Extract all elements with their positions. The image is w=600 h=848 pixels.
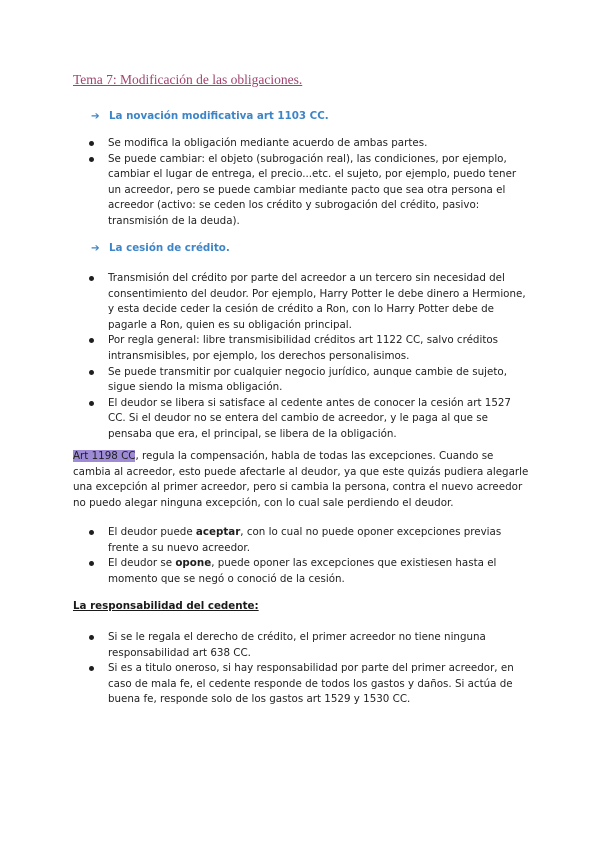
bullet-icon <box>89 666 94 671</box>
section-heading-text: La cesión de crédito. <box>109 242 230 254</box>
list-item <box>89 525 529 556</box>
bullet-icon <box>89 157 94 162</box>
list-item-text: , con lo cual no puede oponer excepciones previas frente a su nuevo acreedor. <box>108 526 502 554</box>
highlighted-article: Art 1198 CC <box>73 450 136 462</box>
list-item-text: Por regla general: libre transmisibilidad créditos art 1122 CC, salvo créditos intransmisibles, por ejemplo, los derechos personalisimos. <box>108 334 499 362</box>
section-heading-text: La novación modificativa art 1103 CC. <box>109 110 329 122</box>
paragraph-text: , regula la compensación, habla de todas las excepciones. Cuando se cambia al acreedor, esto puede afectarle al deudor, ya que este quizás pudiera alegarle una excepción al primer acreedor, pero si cambia la persona, contra el nuevo acreedor no puedo alegar ninguna excepción, con lo cual sale perdiendo el deudor. <box>73 450 529 509</box>
arrow-icon: ➔ <box>91 242 100 254</box>
bullet-icon <box>89 530 94 535</box>
deudor-list <box>89 525 529 587</box>
list-item-text: El deudor se <box>108 557 176 570</box>
list-item <box>89 365 529 396</box>
bullet-icon <box>89 370 94 375</box>
bullet-icon <box>89 276 94 281</box>
compensation-paragraph <box>73 449 533 511</box>
bullet-icon <box>89 635 94 640</box>
section-heading-cesion <box>91 242 230 254</box>
cesion-list <box>89 271 529 443</box>
bullet-icon <box>89 401 94 406</box>
bullet-icon <box>89 338 94 343</box>
list-item <box>89 152 529 230</box>
list-item <box>89 271 529 333</box>
list-item-text: Transmisión del crédito por parte del acreedor a un tercero sin necesidad del consentimiento del deudor. Por ejemplo, Harry Potter le debe dinero a Hermione, y esta decide ceder la cesión de crédito a Ron, con lo Harry Potter debe de pagarle a Ron, quien es su obligación principal. <box>108 272 526 331</box>
list-item <box>89 661 529 708</box>
list-item <box>89 136 529 152</box>
list-item-text: Si es a titulo oneroso, si hay responsabilidad por parte del primer acreedor, en caso de mala fe, el cedente responde de todos los gastos y daños. Si actúa de buena fe, responde solo de los gastos art 1529 y 1530 CC. <box>108 662 514 706</box>
list-item <box>89 396 529 443</box>
list-item-text: Si se le regala el derecho de crédito, el primer acreedor no tiene ninguna responsabilidad art 638 CC. <box>108 631 486 659</box>
list-item <box>89 556 529 587</box>
list-item-text: Se puede cambiar: el objeto (subrogación real), las condiciones, por ejemplo, cambiar el lugar de entrega, el precio...etc. el sujeto, por ejemplo, puedo tener un acreedor, pero se puede cambiar mediante pacto que sea otra persona el acreedor (activo: se ceden los crédito y subrogación del crédito, pasivo: transmisión de la deuda). <box>108 152 517 227</box>
section-heading-responsabilidad: La responsabilidad del cedente: <box>73 600 259 612</box>
list-item <box>89 333 529 364</box>
list-item-text: El deudor puede <box>108 526 196 538</box>
list-item-text: , puede oponer las excepciones que existiesen hasta el momento que se negó o conoció de la cesión. <box>108 557 497 585</box>
list-item <box>89 630 529 661</box>
novacion-list <box>89 136 529 230</box>
list-item-text: Se modifica la obligación mediante acuerdo de ambas partes. <box>108 137 428 149</box>
arrow-icon: ➔ <box>91 110 100 122</box>
bullet-icon <box>89 141 94 146</box>
section-heading-novacion <box>91 110 329 122</box>
list-item-text: Se puede transmitir por cualquier negocio jurídico, aunque cambie de sujeto, sigue siendo la misma obligación. <box>108 365 507 394</box>
list-item-text: El deudor se libera si satisface al cedente antes de conocer la cesión art 1527 CC. Si el deudor no se entera del cambio de acreedor, y le paga al que se pensaba que era, el principal, se libera de la obligación. <box>108 396 511 440</box>
bullet-icon <box>89 561 94 566</box>
bold-term: aceptar <box>195 526 241 538</box>
page-title: Tema 7: Modificación de las obligaciones. <box>73 72 303 87</box>
bold-term: opone <box>175 557 212 570</box>
responsabilidad-list <box>89 630 529 708</box>
